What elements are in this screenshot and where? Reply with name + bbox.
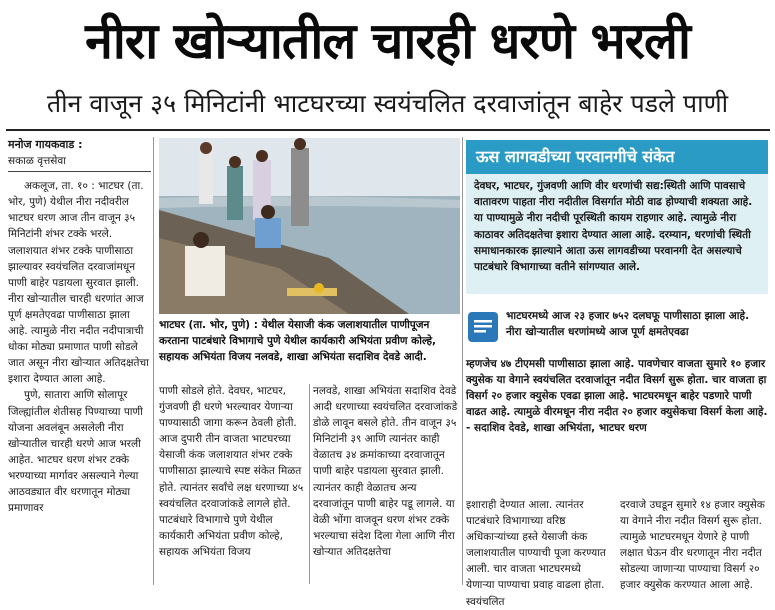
sidebar-box: [466, 140, 768, 294]
box-title: ऊस लागवडीच्या परवानगीचे संकेत: [466, 140, 768, 174]
col4-paragraph: इशाराही देण्यात आला. त्यानंतर पाटबंधारे विभागाच्या वरिष्ठ अधिकाऱ्यांच्या हस्ते येसाजी कंक जलाशयातील पाण्याची पूजा करण्यात आली. चार वाजता भाटघरमध्ये येणाऱ्या पाण्याचा प्रवाह वाढला होता. स्वयंचलित: [466, 499, 606, 608]
column-4: [466, 497, 612, 610]
byline-author: मनोज गायकवाड :: [8, 138, 83, 151]
col2-paragraph: पाणी सोडले होते. देवघर, भाटघर, गुंजवणी ही धरणे भरल्यावर येणाऱ्या पाण्यासाठी जागा करून ठेवली होती. आज दुपारी तीन वाजता भाटघरच्या येसाजी कंक जलाशयात शंभर टक्के पाणीसाठा झाल्याचे स्पष्ट संकेत मिळत होते. त्यानंतर सर्वांचे लक्ष धरणाच्या ४५ स्वयंचलित दरवाजांकडे लागले होते. पाटबंधारे विभागाचे पुणे येथील कार्यकारी अभियंता प्रवीण कोल्हे, सहायक अभियंता विजय: [159, 385, 304, 558]
column-divider: [309, 384, 310, 584]
column-divider: [153, 137, 154, 585]
subheadline: तीन वाजून ३५ मिनिटांनी भाटघरच्या स्वयंचलित दरवाजांतून बाहेर पडले पाणी: [46, 89, 729, 118]
column-1: [8, 137, 151, 516]
col1-paragraph-2: पुणे, सातारा आणि सोलापूर जिल्ह्यांतील शेतीसह पिण्याच्या पाणी योजना अवलंबून असलेली नीरा खोऱ्यातील चारही धरणे आज भरली आहेत. भाटघर धरण शंभर टक्के भरण्याच्या मार्गावर असल्याने गेल्या आठवड्यात वीर धरणातून मोठ्या प्रमाणावर: [8, 389, 143, 515]
column-2: [159, 383, 305, 560]
column-3: [313, 383, 460, 560]
news-photo: [159, 138, 460, 314]
quote-body: [466, 356, 768, 436]
quote-text: म्हणजेच ४७ टीएमसी पाणीसाठा झाला आहे. पावणेचार वाजता सुमारे १० हजार क्युसेक या वेगाने स्वयंचलित दरवाजांतून नदीत विसर्ग सुरू होता. चार वाजता हा विसर्ग २० हजार क्युसेक एवढा झाला आहे. भाटघरमधून बाहेर पडणारे पाणी वाढत आहे. त्यामुळे वीरमधून नीरा नदीत २० हजार क्युसेकचा विसर्ग केला आहे.: [466, 358, 768, 419]
photo-caption: भाटघर (ता. भोर, पुणे) : येथील येसाजी कंक जलाशयातील पाणीपूजन करताना पाटबंधारे विभागाचे पुणे येथील कार्यकारी अभियंता प्रवीण कोल्हे, सहायक अभियंता विजय नलवडे, शाखा अभियंता सदाशिव देवडे आदी.: [159, 319, 437, 363]
column-divider: [462, 137, 463, 585]
box-body: देवघर, भाटघर, गुंजवणी आणि वीर धरणांची सद्य:स्थिती आणि पावसाचे वातावरण पाहता नीरा नदीतील विसर्गात मोठी वाढ होण्याची शक्यता आहे. या पाण्यामुळे नीरा नदीची पूरस्थिती कायम राहणार आहे. त्यामुळे नीरा काठावर अतिदक्षतेचा इशारा देण्यात आला आहे. दरम्यान, धरणांची स्थिती समाधानकारक झाल्याने आता ऊस लागवडीच्या परवानगी देत असल्याचे पाटबंधारे विभागाच्या वतीने सांगण्यात आले.: [474, 180, 753, 274]
header-rule: [6, 129, 770, 131]
quote-first-lines: भाटघरमध्ये आज २३ हजार ७५२ दलघफू पाणीसाठा झाला आहे. नीरा खोऱ्यातील धरणांमध्ये आज पूर्ण क्षमतेएवढा: [506, 310, 750, 339]
dam-photo-illustration: [159, 138, 460, 314]
byline-service: सकाळ वृत्तसेवा: [8, 153, 151, 172]
column-5: [620, 497, 768, 594]
col1-paragraph-1: अकलूज, ता. १० : भाटघर (ता. भोर, पुणे) येथील नीरा नदीवरील भाटघर धरण आज तीन वाजून ३५ मिनिटांनी शंभर टक्के भरले. जलाशयात शंभर टक्के पाणीसाठा झाल्यावर स्वयंचलित दरवाजांमधून पाणी बाहेर पडायला सुरवात झाली. नीरा खोऱ्यातील चारही धरणांत आज पूर्ण क्षमतेएवढा पाणीसाठा झाला आहे. त्यामुळे नीरा नदीत नदीपात्राची धोका मोठ्या प्रमाणात पाणी सोडले जात असून नीरा खोऱ्यात अतिदक्षतेचा इशारा देण्यात आला आहे.: [8, 180, 149, 386]
col5-paragraph: दरवाजे उघडून सुमारे १४ हजार क्युसेक या वेगाने नीरा नदीत विसर्ग सुरू होता. त्यामुळे भाटघरमधून येणारे हे पाणी लक्षात घेऊन वीर धरणातून नीरा नदीत सोडल्या जाणाऱ्या पाण्याचा विसर्ग २० हजार क्युसेक करण्यात आला आहे.: [620, 499, 765, 592]
speech-bubble-icon: [468, 312, 498, 342]
col3-paragraph: नलवडे, शाखा अभियंता सदाशिव देवडे आदी धरणाच्या स्वयंचलित दरवाजांकडे डोळे लावून बसले होते. तीन वाजून ३५ मिनिटांनी ३९ आणि त्यानंतर काही वेळातच ३४ क्रमांकाच्या दरवाजातून पाणी बाहेर पडायला सुरवात झाली. त्यानंतर काही वेळातच अन्य दरवाजांतून पाणी बाहेर पडू लागले. या वेळी भोंगा वाजवून धरण शंभर टक्के भरल्याचा संदेश दिला गेला आणि नीरा खोऱ्यात अतिदक्षतेचा: [313, 385, 458, 558]
headline: नीरा खोऱ्यातील चारही धरणे भरली: [85, 12, 690, 70]
quote-attribution: - सदाशिव देवडे, शाखा अभियंता, भाटघर धरण: [466, 422, 647, 435]
